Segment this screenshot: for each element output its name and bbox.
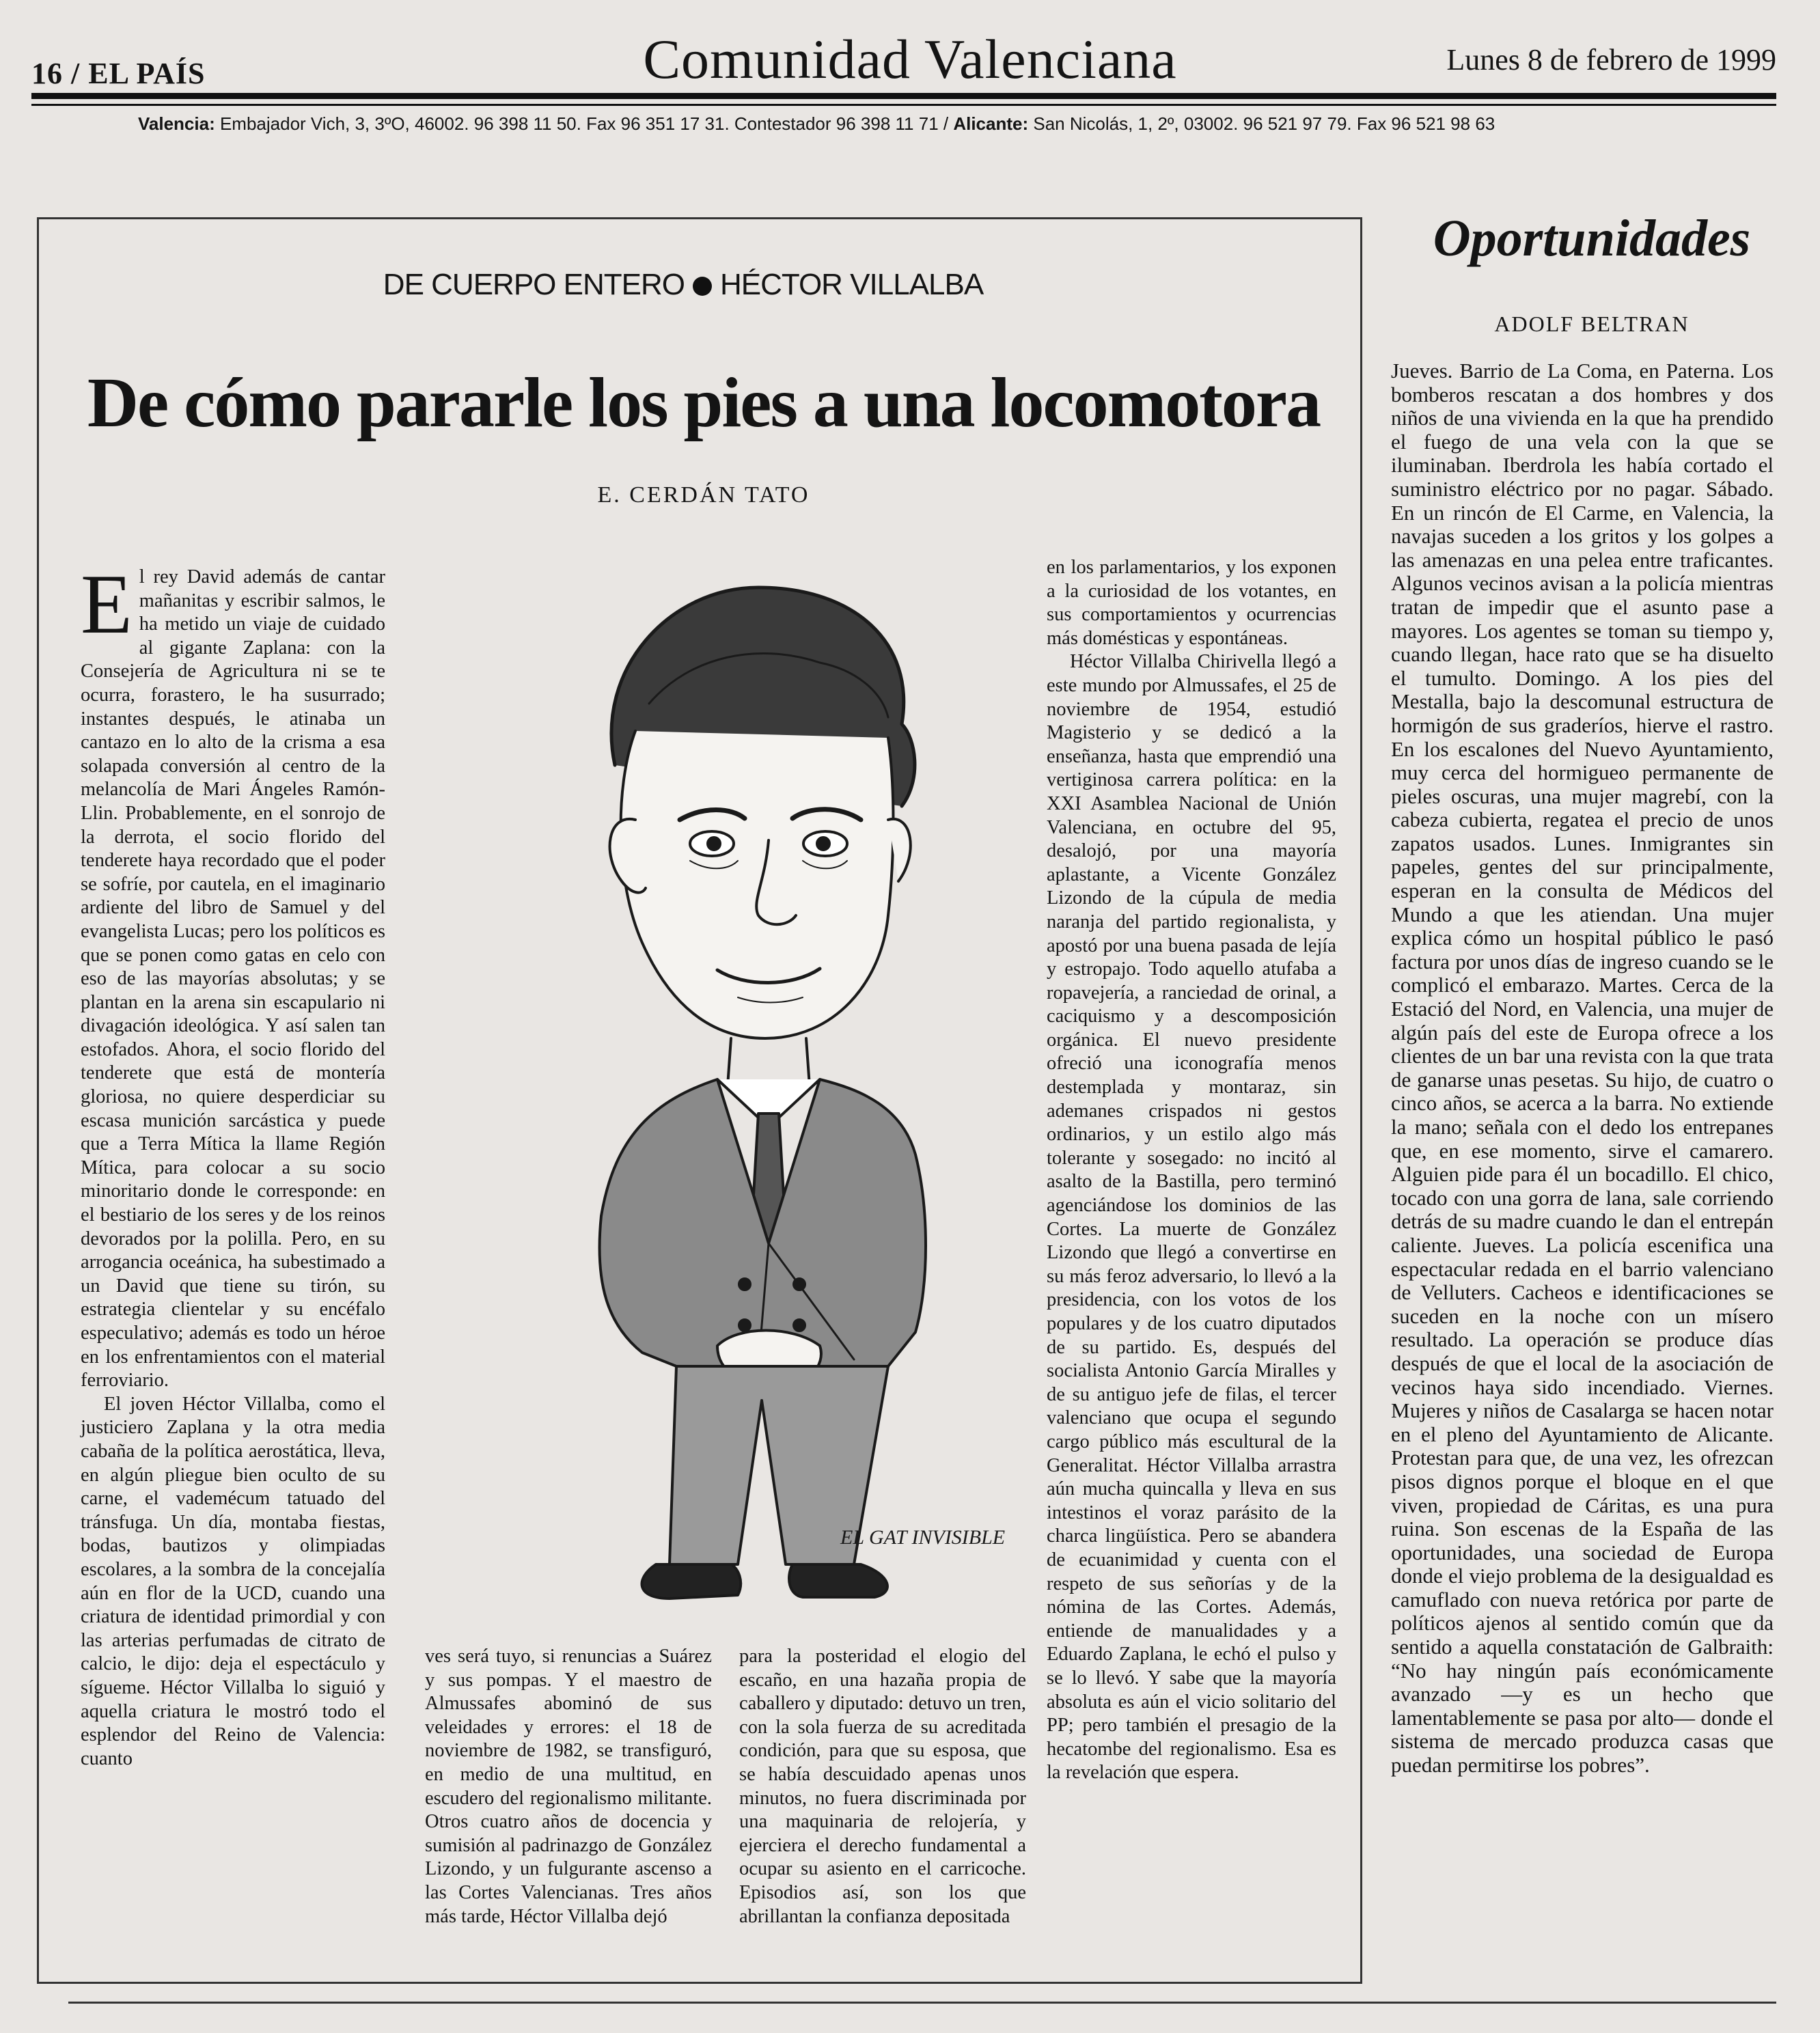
contact-line xyxy=(138,113,1771,135)
kicker-subject: HÉCTOR VILLALBA xyxy=(719,268,984,301)
header-rule xyxy=(31,93,1776,99)
column-paragraph: Jueves. Barrio de La Coma, en Paterna. Los bomberos rescatan a dos hombres y dos niños de una vivienda en la que ha prendido el fuego de una vela con la que se iluminaban. Iberdrola les había cortado el suministro eléctrico por no pagar. Sábado. En un rincón de El Carme, en Valencia, la navajas suceden a los gritos y los golpes a las amenazas en una pelea entre traficantes. Algunos vecinos avisan a la policía mientras tratan de impedir que el asunto pase a mayores. Los agentes se toman su tiempo y, cuando llegan, hace rato que se ha disuelto el tumulto. Domingo. A los pies del Mestalla, bajo la descomunal estructura de hormigón de sus graderíos, hierve el rastro. En los escalones del Nuevo Ayuntamiento, muy cerca del hormigueo permanente de pieles oscuras, una mujer magrebí, con la cabeza cubierta, regatea el precio de unos zapatos usados. Lunes. Inmigrantes sin papeles, gentes del sur principalmente, esperan en la consulta de Médicos del Mundo a que les atiendan. Una mujer explica cómo un hospital público le pasó factura por unos días de ingreso cuando se le complicó el embarazo. Martes. Cerca de la Estació del Nord, en Valencia, una mujer de algún país del este de Europa ofrece a los clientes de un bar una revista con la que trata de ganarse unas pesetas. Su hijo, de cuatro o cinco años, se acerca a la barra. No extiende la mano; señala con el dedo los entrepanes que, en ese momento, sirve el camarero. Alguien pide para él un bocadillo. El chico, tocado con una gorra de lana, sale corriendo detrás de su madre cuando le dan el entrepán caliente. Jueves. La policía escenifica una espectacular redada en el barrio valenciano de Velluters. Cacheos e identificaciones se suceden en la noche con un mísero resultado. La operación se produce días después de que el local de la asociación de vecinos haya sido incendiado. Viernes. Mujeres y niños de Casalarga se hacen notar en el pleno del Ayuntamiento de Alicante. Protestan para que, de una vez, les ofrezcan pisos dignos porque el bloque en el que viven, propiedad de Cáritas, es una pura ruina. Son escenas de la España de las oportunidades, una sociedad de Europa donde el viejo problema de la desigualdad es camuflado con nueva retórica por parte de políticos ajenos al sentido común que da sentido a aquella constatación de Galbraith: “No hay ningún país económicamente avanzado —y es un hecho que lamentablemente se pasa por alto— donde el sistema de mercado produzca casas que puedan permitirse los pobres”. xyxy=(1391,359,1774,1778)
article-paragraph: ves será tuyo, si renuncias a Suárez y sus pompas. Y el maestro de Almussafes abominó de sus veleidades y errores: el 18 de noviembre de 1982, se transfiguró, en medio de una multitud, en escudero del regionalismo militante. Otros cuatro años de docencia y sumisión al padrinazgo de González Lizondo, y un fulgurante ascenso a las Cortes Valencianas. Tres años más tarde, Héctor Villalba dejó xyxy=(425,1646,712,1927)
column-author: ADOLF BELTRAN xyxy=(1494,312,1690,336)
issue-date: Lunes 8 de febrero de 1999 xyxy=(1446,43,1776,77)
article-kicker xyxy=(0,268,1366,302)
contact-valencia-label: Valencia: xyxy=(138,113,215,134)
article-column-4 xyxy=(1047,556,1336,1785)
article-byline: E. CERDÁN TATO xyxy=(597,482,810,508)
column-body xyxy=(1391,359,1774,1778)
article-paragraph: en los parlamentarios, y los exponen a la curiosidad de los votantes, en sus comportamientos y ocurrencias más domésticas y espontáneas. xyxy=(1047,557,1336,649)
article-column-3 xyxy=(739,1645,1026,1928)
page-folio: 16 / EL PAÍS xyxy=(31,57,206,90)
footer-rule xyxy=(68,2002,1776,2004)
contact-alicante: San Nicolás, 1, 2º, 03002. 96 521 97 79. Fax 96 521 98 63 xyxy=(1028,113,1495,134)
drop-cap: E xyxy=(81,557,133,651)
article-paragraph: l rey David además de cantar mañanitas y escribir salmos, le ha metido un viaje de cuidado al gigante Zaplana: con la Consejería de Agricultura ni se te ocurra, forastero, le ha susurrado; instantes después, le atinaba un cantazo en lo alto de la crisma a esa solapada conversión al centro de la melancolía de Mari Ángeles Ramón-Llin. Probablemente, en el sonrojo de la derrota, el socio florido del tenderete haya recordado que el poder se sofríe, por cautela, en el imaginario ardiente del libro de Samuel y del evangelista Lucas; pero los políticos es que se ponen como gatas en celo con eso de las mayorías absolutas; y se plantan en la arena sin escapulario ni divagación ideológica. Y así salen tan estofados. Ahora, el socio florido del tenderete que está de montería gloriosa, no quiere desperdiciar su escasa munición sarcástica y puede que a Terra Mítica la llame Región Mítica, para colocar a su socio minoritario donde le corresponde: en el bestiario de los seres y de los reinos devorados por la polilla. Pero, en su arrogancia oceánica, ha subestimado a un David que tiene su tirón, su estrategia clientelar y su encéfalo especulativo; además es todo un héroe en los enfrentamientos con el material ferroviario. xyxy=(81,566,385,1392)
section-title: Comunidad Valenciana xyxy=(643,28,1177,90)
article-headline: De cómo pararle los pies a una locomotora xyxy=(87,363,1321,442)
article-column-2 xyxy=(425,1645,712,1928)
contact-alicante-label: Alicante: xyxy=(953,113,1029,134)
column-title: Oportunidades xyxy=(1433,210,1751,267)
kicker-series: DE CUERPO ENTERO xyxy=(383,268,685,301)
bullet-icon xyxy=(693,277,712,296)
contact-valencia: Embajador Vich, 3, 3ºO, 46002. 96 398 11 50. Fax 96 351 17 31. Contestador 96 398 11 71 / xyxy=(215,113,954,134)
article-column-1 xyxy=(81,557,385,1771)
article-paragraph: para la posteridad el elogio del escaño, en una hazaña propia de caballero y diputado: detuvo un tren, con la sola fuerza de su acreditada condición, para que su esposa, que se había descuidado apenas unos minutos, no fuera discriminada por una maquinaria de relojería, y ejerciera el derecho fundamental a ocupar su asiento en el carricoche. Episodios así, son los que abrillantan la confianza depositada xyxy=(739,1646,1026,1927)
cartoon-signature: EL GAT INVISIBLE xyxy=(840,1526,1006,1549)
article-paragraph: El joven Héctor Villalba, como el justiciero Zaplana y la otra media cabaña de la política aerostática, lleva, en algún pliegue bien oculto de su carne, el vademécum tatuado del tránsfuga. Un día, montaba fiestas, bodas, bautizos y olimpiadas escolares, a la sombra de la concejalía aún en flor de la UCD, cuando una criatura de identidad primordial y con las arterias perfumadas de citrato de calcio, le dijo: deja el espectáculo y sígueme. Héctor Villalba lo siguió y aquella criatura le mostró todo el esplendor del Reino de Valencia: cuanto xyxy=(81,1393,385,1769)
article-paragraph: Héctor Villalba Chirivella llegó a este mundo por Almussafes, el 25 de noviembre de 1954, estudió Magisterio y se dedicó a la enseñanza, hasta que emprendió una vertiginosa carrera política: en la XXI Asamblea Nacional de Unión Valenciana, en octubre del 95, desalojó, por una mayoría aplastante, a Vicente González Lizondo de la cúpula de media naranja del partido regionalista, y apostó por una buena pasada de lejía y estropajo. Todo aquello atufaba a ropavejería, a ranciedad de orinal, a caciquismo y a descomposición orgánica. El nuevo presidente ofreció una iconografía menos destemplada y montaraz, sin ademanes crispados ni gestos ordinarios, y un estilo algo más tolerante y sosegado: no incitó al asalto de la Bastilla, pero terminó agenciándose los dominios de las Cortes. La muerte de González Lizondo que llegó a convertirse en su más feroz adversario, lo llevó a la presidencia, con los votos de los populares y de los cuatro diputados de su partido. Es, después del socialista Antonio García Miralles y de su antiguo jefe de filas, el tercer valenciano que ocupa el segundo cargo público más escultural de la Generalitat. Héctor Villalba arrastra aún mucha quincalla y lleva en sus intestinos el voraz parásito de la charca lingüística. Pero se abandera de ecuanimidad y cuenta con el respeto de sus señorías y de la nómina de las Cortes. Además, entiende de manualidades y a Eduardo Zaplana, le echó el pulso y se lo llevó. Y sabe que la mayoría absoluta es aún el vicio solitario del PP; pero también el presagio de la hecatombe del regionalismo. Esa es la revelación que espera. xyxy=(1047,651,1336,1784)
caricature-illustration xyxy=(533,560,1006,1626)
header-rule-thin xyxy=(31,104,1776,106)
